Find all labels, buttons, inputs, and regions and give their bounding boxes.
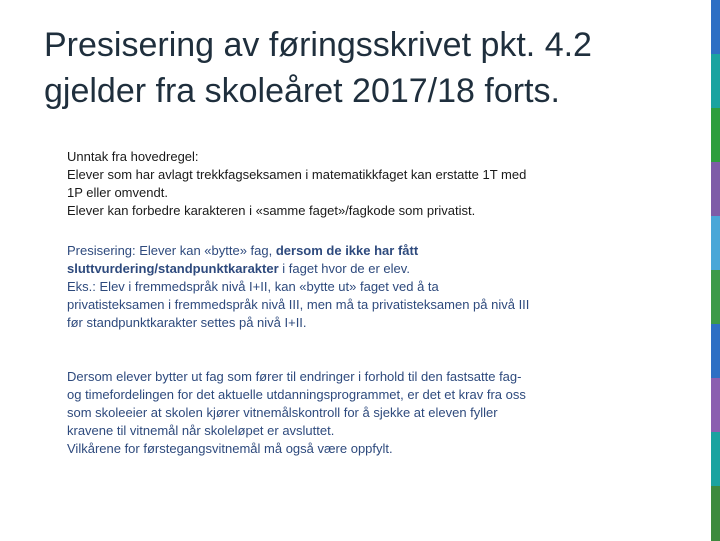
stripe-segment	[711, 54, 720, 109]
stripe-segment	[711, 432, 720, 487]
stripe-segment	[711, 324, 720, 379]
stripe-segment	[711, 108, 720, 163]
text-line: Elever kan forbedre karakteren i «samme faget»/fagkode som privatist.	[67, 203, 476, 218]
text-line: Unntak fra hovedregel:	[67, 149, 199, 164]
text-line	[67, 260, 607, 278]
text-line: kravene til vitnemål når skoleløpet er avsluttet.	[67, 423, 335, 438]
text-bold: dersom de ikke har fått	[275, 243, 419, 258]
paragraph-exception	[67, 148, 607, 220]
title-line-2: gjelder fra skoleåret 2017/18 forts.	[44, 72, 560, 110]
stripe-segment	[711, 378, 720, 433]
slide-title	[44, 22, 684, 114]
paragraph-clarification	[67, 242, 607, 332]
stripe-segment	[711, 216, 720, 271]
title-line-1: Presisering av føringsskrivet pkt. 4.2	[44, 26, 592, 64]
text-line: 1P eller omvendt.	[67, 185, 168, 200]
stripe-segment	[711, 270, 720, 325]
slide-body	[67, 148, 607, 458]
text-line: Eks.: Elev i fremmedspråk nivå I+II, kan «bytte ut» faget ved å ta	[67, 279, 439, 294]
text-line: Dersom elever bytter ut fag som fører til endringer i forhold til den fastsatte fag-	[67, 369, 522, 384]
text-line: privatisteksamen i fremmedspråk nivå III, men må ta privatisteksamen på nivå III	[67, 297, 530, 312]
text-bold: sluttvurdering/standpunktkarakter	[67, 261, 279, 276]
stripe-segment	[711, 486, 720, 541]
paragraph-diploma	[67, 368, 607, 458]
text-line	[67, 242, 607, 260]
text-normal: i faget hvor de er elev.	[278, 261, 410, 276]
text-line: Elever som har avlagt trekkfagseksamen i matematikkfaget kan erstatte 1T med	[67, 167, 527, 182]
text-normal: Presisering: Elever kan «bytte» fag,	[67, 243, 276, 258]
stripe-segment	[711, 162, 720, 217]
text-line: og timefordelingen for det aktuelle utdanningsprogrammet, er det et krav fra oss	[67, 387, 526, 402]
text-line: Vilkårene for førstegangsvitnemål må også være oppfylt.	[67, 441, 393, 456]
text-line: som skoleeier at skolen kjører vitnemålskontroll for å sjekke at eleven fyller	[67, 405, 498, 420]
stripe-segment	[711, 0, 720, 55]
text-line: før standpunktkarakter settes på nivå I+II.	[67, 315, 307, 330]
